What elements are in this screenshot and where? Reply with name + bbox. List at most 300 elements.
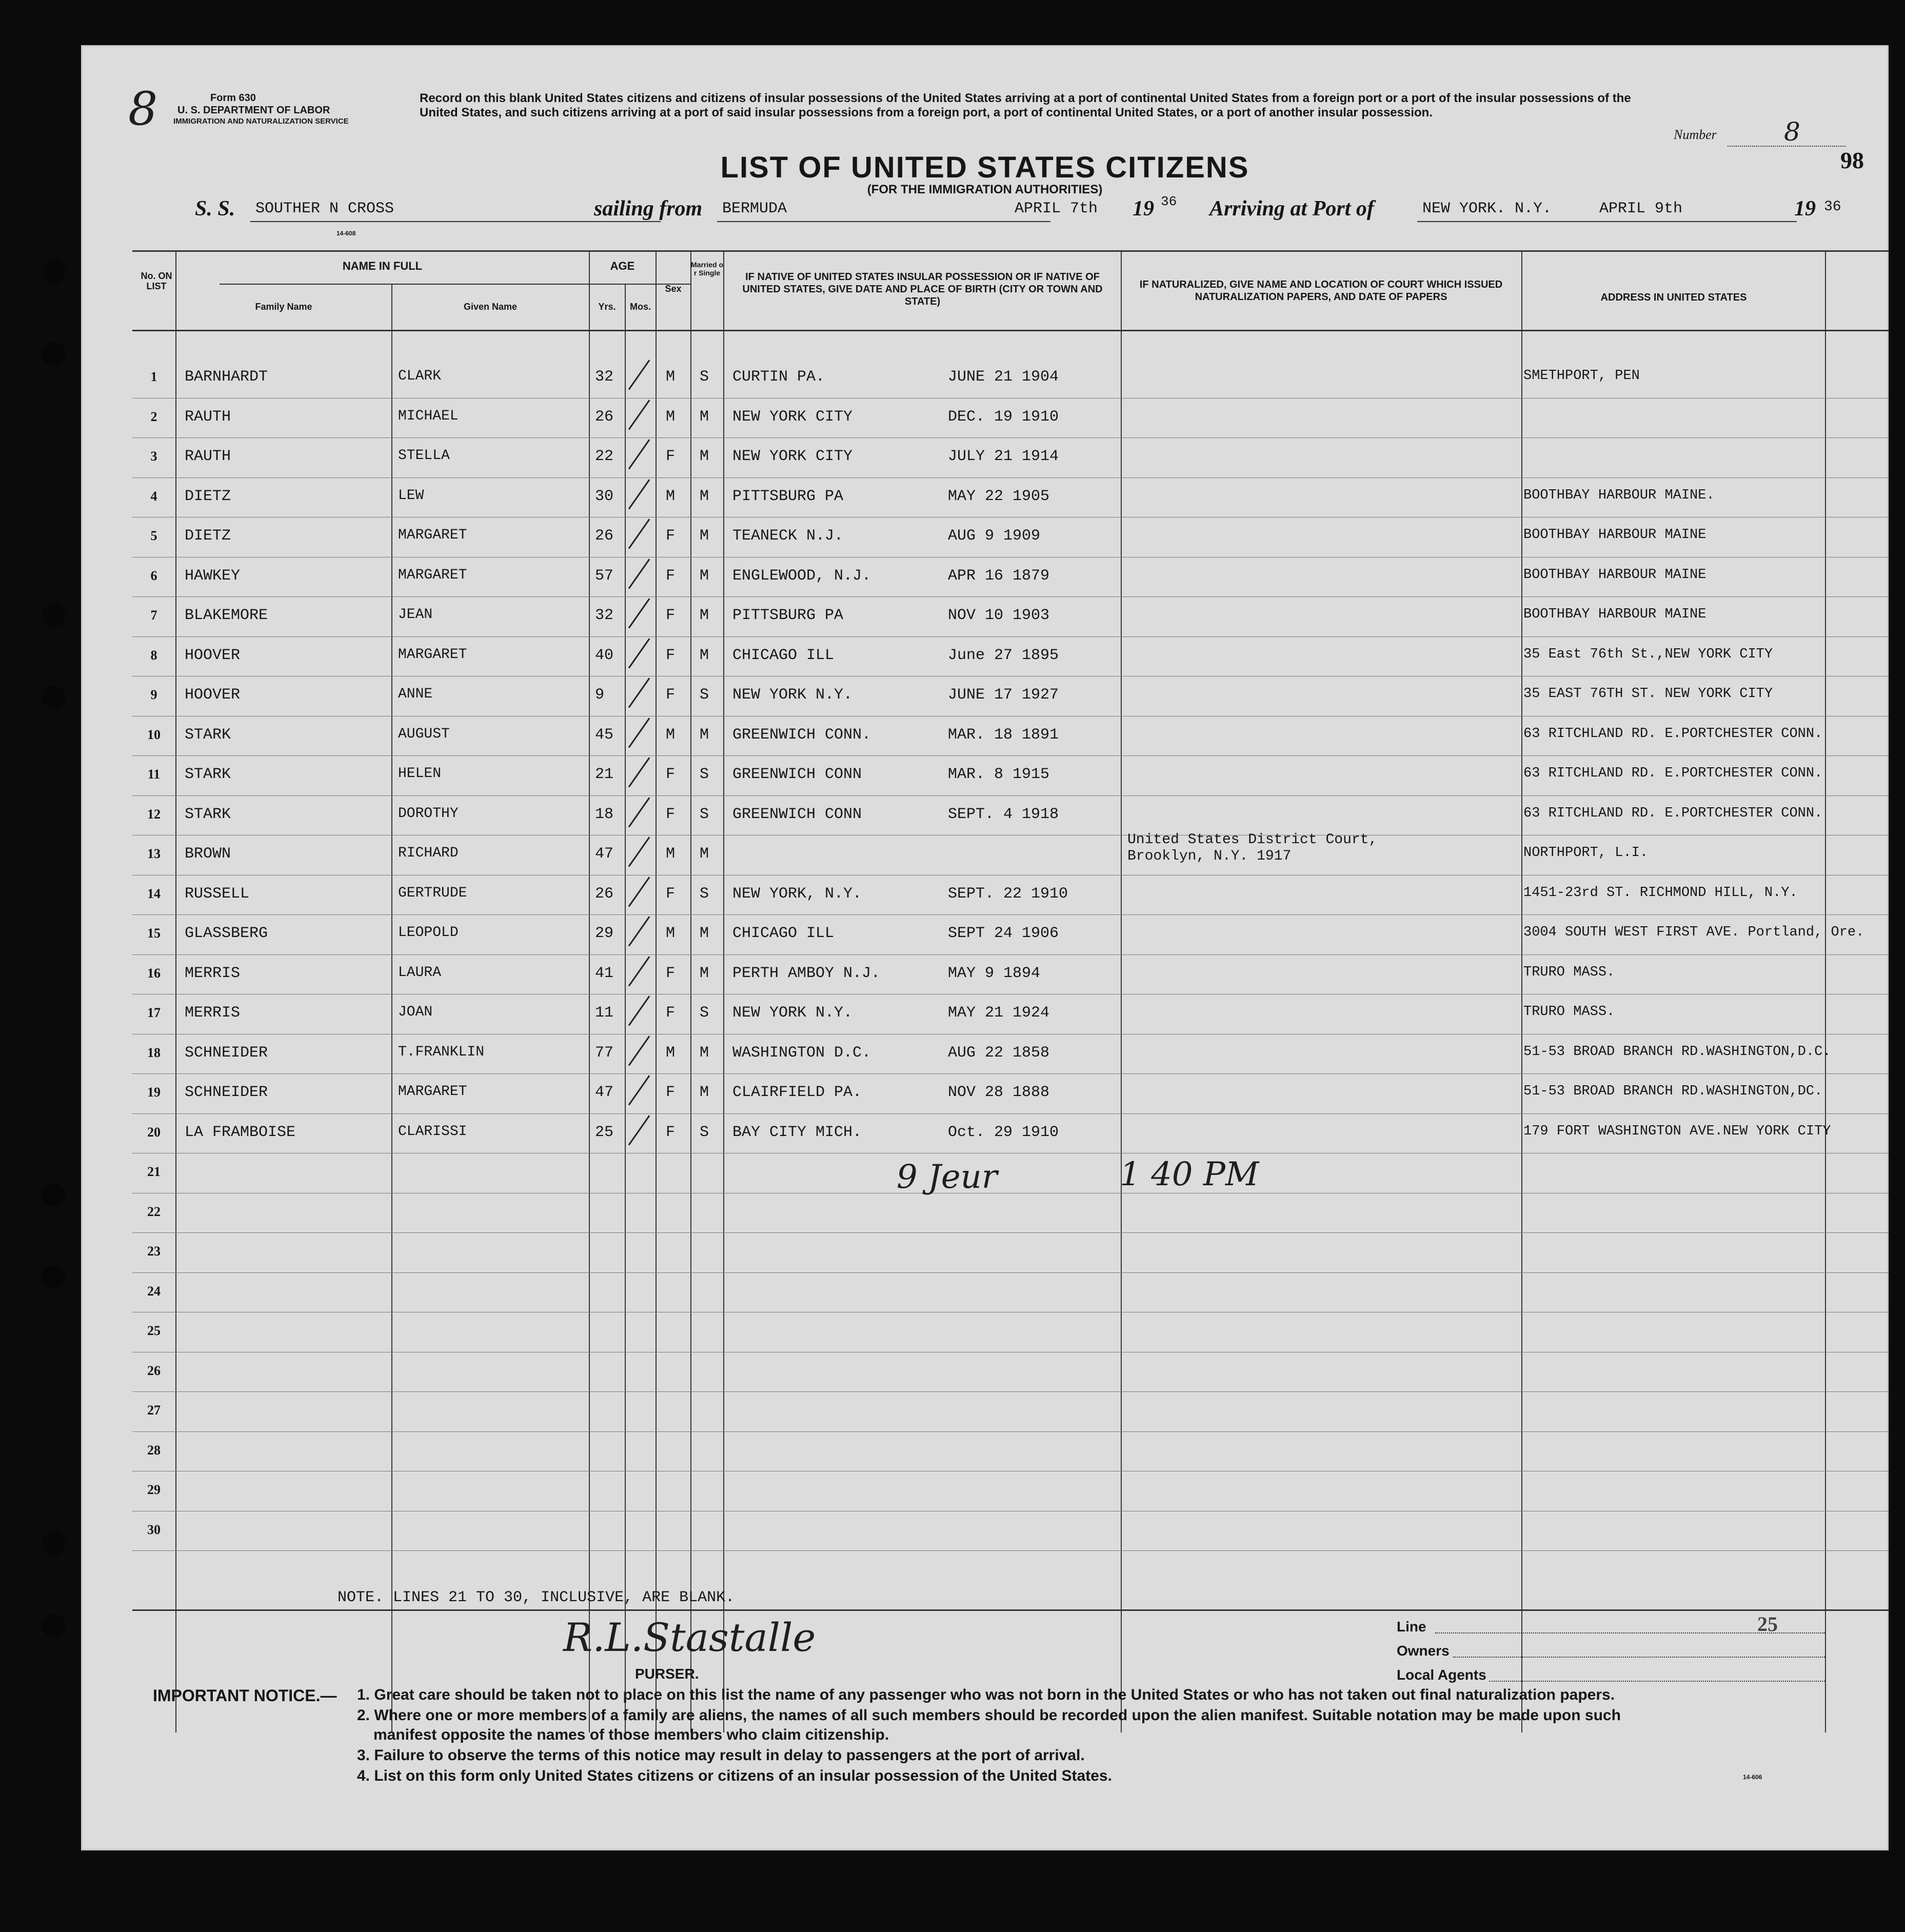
check-mark bbox=[628, 559, 650, 589]
birth-place: CURTIN PA. bbox=[732, 368, 825, 386]
given-name: JOAN bbox=[398, 1004, 433, 1020]
birth-place: PERTH AMBOY N.J. bbox=[732, 964, 881, 982]
marital-status: M bbox=[700, 408, 709, 426]
family-name: RUSSELL bbox=[185, 885, 250, 903]
number-label: Number bbox=[1674, 127, 1717, 142]
age-years: 32 bbox=[595, 607, 614, 624]
given-name: GERTRUDE bbox=[398, 885, 467, 901]
notice-item-2: 2. Where one or more members of a family are aliens, the names of all such members should be recorded upon the alien manifest. Suitable notation may be made upon such bbox=[357, 1707, 1621, 1724]
sex: F bbox=[666, 885, 676, 903]
sex: F bbox=[666, 1004, 676, 1022]
check-mark bbox=[628, 757, 650, 787]
marital-status: S bbox=[700, 885, 709, 903]
row-number: 22 bbox=[147, 1204, 161, 1219]
age-years: 26 bbox=[595, 885, 614, 903]
row-number: 6 bbox=[150, 568, 157, 583]
table-row bbox=[81, 832, 1889, 875]
given-name: CLARISSI bbox=[398, 1123, 467, 1140]
given-name: RICHARD bbox=[398, 845, 459, 861]
table-row-blank bbox=[81, 1312, 1889, 1352]
header-no-on-list: No. ON LIST bbox=[141, 271, 172, 291]
us-address: TRURO MASS. bbox=[1523, 964, 1615, 980]
table-row bbox=[81, 398, 1889, 438]
birth-place: BAY CITY MICH. bbox=[732, 1123, 862, 1141]
us-address: 35 EAST 76TH ST. NEW YORK CITY bbox=[1523, 686, 1773, 702]
birth-place: NEW YORK, N.Y. bbox=[732, 885, 862, 903]
birth-place: GREENWICH CONN bbox=[732, 766, 862, 783]
marital-status: M bbox=[700, 726, 709, 744]
punch-hole bbox=[42, 1614, 66, 1638]
sex: F bbox=[666, 607, 676, 624]
check-mark bbox=[628, 598, 650, 628]
birth-date: June 27 1895 bbox=[948, 646, 1059, 664]
row-number: 10 bbox=[147, 727, 161, 742]
header-yrs: Yrs. bbox=[598, 302, 616, 312]
birth-date: MAY 21 1924 bbox=[948, 1004, 1050, 1022]
marital-status: M bbox=[700, 1084, 709, 1101]
sailing-from-label: sailing from bbox=[594, 197, 703, 221]
page-subtitle: (FOR THE IMMIGRATION AUTHORITIES) bbox=[867, 183, 1103, 196]
punch-hole bbox=[42, 1265, 66, 1289]
arriving-label: Arriving at Port of bbox=[1209, 197, 1374, 221]
us-address: 51-53 BROAD BRANCH RD.WASHINGTON,D.C. bbox=[1523, 1044, 1831, 1060]
given-name: CLARK bbox=[398, 368, 442, 384]
departure-year-prefix: 19 bbox=[1133, 197, 1154, 221]
row-number: 4 bbox=[150, 488, 157, 504]
marital-status: M bbox=[700, 527, 709, 545]
row-number: 25 bbox=[147, 1323, 161, 1338]
sailing-from: BERMUDA bbox=[722, 200, 787, 217]
family-name: DIETZ bbox=[185, 487, 231, 505]
arrival-date: APRIL 9th bbox=[1599, 200, 1683, 217]
number-underline bbox=[1728, 146, 1846, 147]
birth-place: PITTSBURG PA bbox=[732, 607, 844, 624]
family-name: GLASSBERG bbox=[185, 925, 268, 942]
header-name-in-full: NAME IN FULL bbox=[342, 260, 423, 272]
family-name: HAWKEY bbox=[185, 567, 241, 585]
given-name: MARGARET bbox=[398, 567, 467, 583]
family-name: SCHNEIDER bbox=[185, 1044, 268, 1062]
age-years: 57 bbox=[595, 567, 614, 585]
marital-status: S bbox=[700, 686, 709, 704]
table-row bbox=[81, 1034, 1889, 1074]
departure-year: 36 bbox=[1161, 194, 1177, 209]
local-agents-label: Local Agents bbox=[1397, 1667, 1486, 1683]
row-number: 16 bbox=[147, 965, 161, 981]
check-mark bbox=[628, 956, 650, 986]
check-mark bbox=[628, 638, 650, 668]
punch-hole bbox=[42, 342, 66, 366]
birth-date: DEC. 19 1910 bbox=[948, 408, 1059, 426]
birth-date: MAY 9 1894 bbox=[948, 964, 1041, 982]
sex: F bbox=[666, 448, 676, 465]
sex: M bbox=[666, 487, 676, 505]
birth-place: CHICAGO ILL bbox=[732, 925, 835, 942]
row-number: 21 bbox=[147, 1164, 161, 1179]
check-mark bbox=[628, 877, 650, 907]
row-number: 20 bbox=[147, 1124, 161, 1140]
table-row-blank bbox=[81, 1511, 1889, 1551]
table-row-blank bbox=[81, 1471, 1889, 1511]
table-row bbox=[81, 557, 1889, 597]
marital-status: M bbox=[700, 1044, 709, 1062]
naturalization-court: United States District Court, Brooklyn, N.Y. 1917 bbox=[1127, 832, 1378, 864]
page-number: 25 bbox=[1757, 1612, 1778, 1636]
sex: F bbox=[666, 1123, 676, 1141]
check-mark bbox=[628, 1035, 650, 1066]
table-row bbox=[81, 437, 1889, 477]
age-years: 29 bbox=[595, 925, 614, 942]
local-agents-field bbox=[1489, 1681, 1825, 1682]
birth-place: TEANECK N.J. bbox=[732, 527, 844, 545]
check-mark bbox=[628, 519, 650, 549]
table-row bbox=[81, 1113, 1889, 1153]
name-header-rule bbox=[220, 284, 625, 285]
blank-lines-note: NOTE. LINES 21 TO 30, INCLUSIVE, ARE BLANK. bbox=[338, 1589, 735, 1606]
us-address: 63 RITCHLAND RD. E.PORTCHESTER CONN. bbox=[1523, 766, 1823, 781]
given-name: DOROTHY bbox=[398, 805, 459, 822]
department: U. S. DEPARTMENT OF LABOR bbox=[177, 105, 330, 116]
age-years: 26 bbox=[595, 408, 614, 426]
age-years: 77 bbox=[595, 1044, 614, 1062]
birth-date: NOV 10 1903 bbox=[948, 607, 1050, 624]
family-name: RAUTH bbox=[185, 408, 231, 426]
birth-date: Oct. 29 1910 bbox=[948, 1123, 1059, 1141]
handwritten-stamp-1: 9 Jeur bbox=[897, 1158, 998, 1196]
birth-date: MAR. 8 1915 bbox=[948, 766, 1050, 783]
us-address: NORTHPORT, L.I. bbox=[1523, 845, 1649, 861]
row-number: 2 bbox=[150, 409, 157, 424]
sailing-underline bbox=[717, 221, 1050, 222]
sex: M bbox=[666, 1044, 676, 1062]
birth-date: APR 16 1879 bbox=[948, 567, 1050, 585]
row-number: 23 bbox=[147, 1244, 161, 1259]
handwritten-corner-mark: 8 bbox=[128, 82, 158, 136]
handwritten-stamp-2: 1 40 PM bbox=[1120, 1156, 1259, 1193]
owners-field bbox=[1453, 1657, 1825, 1658]
check-mark bbox=[628, 916, 650, 946]
family-name: SCHNEIDER bbox=[185, 1084, 268, 1101]
table-row bbox=[81, 914, 1889, 954]
arrival-port: NEW YORK. N.Y. bbox=[1422, 200, 1552, 217]
punch-hole bbox=[42, 1183, 66, 1207]
birth-place: CLAIRFIELD PA. bbox=[732, 1084, 862, 1101]
table-row bbox=[81, 994, 1889, 1034]
marital-status: S bbox=[700, 1123, 709, 1141]
family-name: MERRIS bbox=[185, 1004, 241, 1022]
form-number: Form 630 bbox=[210, 92, 256, 104]
footer-code: 14-606 bbox=[1743, 1774, 1762, 1781]
family-name: RAUTH bbox=[185, 448, 231, 465]
birth-place: NEW YORK N.Y. bbox=[732, 686, 853, 704]
given-name: MARGARET bbox=[398, 527, 467, 543]
header-sex: Sex bbox=[665, 284, 682, 294]
notice-item-4: 4. List on this form only United States citizens or citizens of an insular possession of the United States. bbox=[357, 1767, 1112, 1784]
age-years: 41 bbox=[595, 964, 614, 982]
given-name: JEAN bbox=[398, 607, 433, 623]
row-number: 29 bbox=[147, 1482, 161, 1497]
row-number: 13 bbox=[147, 846, 161, 861]
row-number: 19 bbox=[147, 1085, 161, 1100]
row-number: 1 bbox=[150, 369, 157, 384]
check-mark bbox=[628, 360, 650, 390]
punch-hole bbox=[42, 1532, 66, 1556]
row-number: 15 bbox=[147, 926, 161, 941]
row-number: 3 bbox=[150, 449, 157, 464]
birth-place: PITTSBURG PA bbox=[732, 487, 844, 505]
marital-status: M bbox=[700, 567, 709, 585]
marital-status: S bbox=[700, 805, 709, 823]
ss-label: S. S. bbox=[195, 197, 235, 221]
family-name: BLAKEMORE bbox=[185, 607, 268, 624]
family-name: STARK bbox=[185, 805, 231, 823]
us-address: 1451-23rd ST. RICHMOND HILL, N.Y. bbox=[1523, 885, 1798, 901]
page-title: LIST OF UNITED STATES CITIZENS bbox=[720, 151, 1249, 184]
corner-number: 98 bbox=[1840, 147, 1864, 173]
header-naturalized: IF NATURALIZED, GIVE NAME AND LOCATION OF COURT WHICH ISSUED NATURALIZATION PAPERS, AND DATE OF PAPERS bbox=[1139, 279, 1503, 303]
birth-date: AUG 9 1909 bbox=[948, 527, 1041, 545]
check-mark bbox=[628, 1075, 650, 1105]
row-number: 12 bbox=[147, 806, 161, 822]
family-name: BROWN bbox=[185, 845, 231, 863]
table-row bbox=[81, 875, 1889, 915]
table-row bbox=[81, 755, 1889, 795]
row-number: 7 bbox=[150, 608, 157, 623]
marital-status: S bbox=[700, 1004, 709, 1022]
port-underline bbox=[1417, 221, 1797, 222]
header-mos: Mos. bbox=[629, 302, 651, 312]
us-address: BOOTHBAY HARBOUR MAINE bbox=[1523, 607, 1706, 622]
age-years: 40 bbox=[595, 646, 614, 664]
us-address: BOOTHBAY HARBOUR MAINE bbox=[1523, 527, 1706, 543]
birth-place: NEW YORK N.Y. bbox=[732, 1004, 853, 1022]
birth-place: GREENWICH CONN bbox=[732, 805, 862, 823]
table-row-blank bbox=[81, 1431, 1889, 1471]
header-married-single: Married or Single bbox=[691, 261, 724, 277]
birth-date: NOV 28 1888 bbox=[948, 1084, 1050, 1101]
sex: F bbox=[666, 766, 676, 783]
purser-signature: R.L.Stastalle bbox=[563, 1615, 816, 1660]
row-number: 26 bbox=[147, 1363, 161, 1378]
departure-date: APRIL 7th bbox=[1015, 200, 1098, 217]
us-address: 35 East 76th St.,NEW YORK CITY bbox=[1523, 646, 1773, 662]
age-years: 9 bbox=[595, 686, 605, 704]
row-number: 30 bbox=[147, 1522, 161, 1537]
row-number: 9 bbox=[150, 687, 157, 702]
sex: M bbox=[666, 368, 676, 386]
table-row bbox=[81, 596, 1889, 636]
header-age: AGE bbox=[610, 260, 635, 272]
table-row-blank bbox=[81, 1272, 1889, 1312]
punch-hole bbox=[42, 686, 66, 709]
given-name: LAURA bbox=[398, 964, 442, 981]
punch-hole bbox=[42, 604, 66, 627]
given-name: LEOPOLD bbox=[398, 925, 459, 941]
header-address: ADDRESS IN UNITED STATES bbox=[1600, 292, 1747, 303]
check-mark bbox=[628, 479, 650, 509]
sex: F bbox=[666, 964, 676, 982]
table-row-blank bbox=[81, 1193, 1889, 1233]
given-name: ANNE bbox=[398, 686, 433, 702]
family-name: STARK bbox=[185, 726, 231, 744]
given-name: HELEN bbox=[398, 766, 442, 782]
given-name: MICHAEL bbox=[398, 408, 459, 424]
sex: M bbox=[666, 726, 676, 744]
given-name: LEW bbox=[398, 487, 424, 504]
check-mark bbox=[628, 1115, 650, 1145]
birth-date: SEPT 24 1906 bbox=[948, 925, 1059, 942]
sex: M bbox=[666, 408, 676, 426]
sex: F bbox=[666, 646, 676, 664]
notice-item-3: 3. Failure to observe the terms of this notice may result in delay to passengers at the port of arrival. bbox=[357, 1747, 1085, 1764]
given-name: T.FRANKLIN bbox=[398, 1044, 485, 1060]
age-years: 25 bbox=[595, 1123, 614, 1141]
notice-item-2-cont: manifest opposite the names of those members who claim citizenship. bbox=[373, 1726, 889, 1743]
sex: F bbox=[666, 527, 676, 545]
birth-place: WASHINGTON D.C. bbox=[732, 1044, 871, 1062]
check-mark bbox=[628, 400, 650, 430]
birth-date: JUNE 17 1927 bbox=[948, 686, 1059, 704]
table-row-blank bbox=[81, 1352, 1889, 1392]
citizen-list-form bbox=[81, 45, 1889, 1850]
purser-label: PURSER. bbox=[635, 1666, 699, 1682]
table-row bbox=[81, 358, 1889, 398]
marital-status: M bbox=[700, 448, 709, 465]
age-years: 30 bbox=[595, 487, 614, 505]
us-address: 3004 SOUTH WEST FIRST AVE. Portland, Ore. bbox=[1523, 925, 1864, 940]
family-name: HOOVER bbox=[185, 686, 241, 704]
table-top-rule bbox=[132, 250, 1889, 252]
table-row bbox=[81, 716, 1889, 756]
table-row bbox=[81, 517, 1889, 557]
row-number: 5 bbox=[150, 528, 157, 543]
birth-date: AUG 22 1858 bbox=[948, 1044, 1050, 1062]
sex: M bbox=[666, 925, 676, 942]
line-field bbox=[1435, 1632, 1825, 1634]
marital-status: M bbox=[700, 607, 709, 624]
age-years: 47 bbox=[595, 1084, 614, 1101]
line-label: Line bbox=[1397, 1619, 1426, 1635]
us-address: SMETHPORT, PEN bbox=[1523, 368, 1640, 384]
row-number: 8 bbox=[150, 647, 157, 663]
arrival-year-prefix: 19 bbox=[1794, 197, 1816, 221]
age-years: 45 bbox=[595, 726, 614, 744]
family-name: HOOVER bbox=[185, 646, 241, 664]
family-name: BARNHARDT bbox=[185, 368, 268, 386]
marital-status: M bbox=[700, 646, 709, 664]
record-notice: Record on this blank United States citizens and citizens of insular possessions of the United States arriving at a port of continental United States from a foreign port or a port of the insular possessions of the United States, and such citizens arriving at a port of said insular possessions from a foreign port, a port of continental United States, or a port of another insular possession. bbox=[420, 91, 1631, 119]
birth-place: NEW YORK CITY bbox=[732, 448, 853, 465]
marital-status: M bbox=[700, 487, 709, 505]
number-value: 8 bbox=[1784, 117, 1800, 147]
punch-hole bbox=[42, 260, 66, 284]
header-birth: IF NATIVE OF UNITED STATES INSULAR POSSESSION OR IF NATIVE OF UNITED STATES, GIVE DATE AND PLACE OF BIRTH (CITY OR TOWN AND STATE) bbox=[742, 271, 1103, 307]
birth-date: JUNE 21 1904 bbox=[948, 368, 1059, 386]
check-mark bbox=[628, 995, 650, 1026]
marital-status: S bbox=[700, 368, 709, 386]
us-address: BOOTHBAY HARBOUR MAINE bbox=[1523, 567, 1706, 583]
table-header-rule bbox=[132, 330, 1889, 331]
age-years: 22 bbox=[595, 448, 614, 465]
row-number: 18 bbox=[147, 1045, 161, 1060]
check-mark bbox=[628, 836, 650, 867]
birth-date: MAY 22 1905 bbox=[948, 487, 1050, 505]
notice-item-1: 1. Great care should be taken not to place on this list the name of any passenger who was not born in the United States or who has not taken out final naturalization papers. bbox=[357, 1686, 1615, 1703]
row-number: 11 bbox=[147, 767, 161, 782]
us-address: 179 FORT WASHINGTON AVE.NEW YORK CITY bbox=[1523, 1123, 1831, 1139]
header-family-name: Family Name bbox=[255, 302, 312, 312]
row-rule bbox=[132, 1550, 1889, 1551]
given-name: MARGARET bbox=[398, 646, 467, 663]
birth-date: JULY 21 1914 bbox=[948, 448, 1059, 465]
marital-status: M bbox=[700, 845, 709, 863]
marital-status: S bbox=[700, 766, 709, 783]
row-number: 14 bbox=[147, 886, 161, 901]
birth-date: SEPT. 22 1910 bbox=[948, 885, 1068, 903]
bottom-rule bbox=[132, 1609, 1889, 1611]
family-name: MERRIS bbox=[185, 964, 241, 982]
birth-place: GREENWICH CONN. bbox=[732, 726, 871, 744]
arrival-year: 36 bbox=[1824, 199, 1841, 215]
table-row bbox=[81, 954, 1889, 994]
age-years: 11 bbox=[595, 1004, 614, 1022]
us-address: BOOTHBAY HARBOUR MAINE. bbox=[1523, 487, 1715, 503]
sex: F bbox=[666, 805, 676, 823]
birth-place: NEW YORK CITY bbox=[732, 408, 853, 426]
age-years: 32 bbox=[595, 368, 614, 386]
row-number: 24 bbox=[147, 1283, 161, 1299]
table-row bbox=[81, 676, 1889, 716]
age-years: 18 bbox=[595, 805, 614, 823]
check-mark bbox=[628, 718, 650, 748]
marital-status: M bbox=[700, 925, 709, 942]
ship-underline bbox=[250, 221, 661, 222]
birth-date: SEPT. 4 1918 bbox=[948, 805, 1059, 823]
table-row-blank bbox=[81, 1232, 1889, 1272]
check-mark bbox=[628, 797, 650, 827]
table-row-blank bbox=[81, 1391, 1889, 1431]
sex: F bbox=[666, 1084, 676, 1101]
given-name: AUGUST bbox=[398, 726, 450, 742]
age-years: 21 bbox=[595, 766, 614, 783]
row-number: 28 bbox=[147, 1442, 161, 1458]
marital-status: M bbox=[700, 964, 709, 982]
us-address: 63 RITCHLAND RD. E.PORTCHESTER CONN. bbox=[1523, 726, 1823, 742]
given-name: MARGARET bbox=[398, 1084, 467, 1100]
table-row bbox=[81, 636, 1889, 676]
us-address: 51-53 BROAD BRANCH RD.WASHINGTON,DC. bbox=[1523, 1084, 1823, 1099]
service: IMMIGRATION AND NATURALIZATION SERVICE bbox=[173, 117, 349, 126]
table-row bbox=[81, 477, 1889, 517]
birth-place: CHICAGO ILL bbox=[732, 646, 835, 664]
given-name: STELLA bbox=[398, 448, 450, 464]
family-name: DIETZ bbox=[185, 527, 231, 545]
birth-date: MAR. 18 1891 bbox=[948, 726, 1059, 744]
us-address: 63 RITCHLAND RD. E.PORTCHESTER CONN. bbox=[1523, 805, 1823, 821]
birth-place: ENGLEWOOD, N.J. bbox=[732, 567, 871, 585]
check-mark bbox=[628, 678, 650, 708]
table-row bbox=[81, 1073, 1889, 1113]
important-notice-label: IMPORTANT NOTICE.— bbox=[153, 1686, 337, 1705]
us-address: TRURO MASS. bbox=[1523, 1004, 1615, 1020]
table-row bbox=[81, 795, 1889, 835]
row-number: 27 bbox=[147, 1403, 161, 1418]
ship-name: SOUTHER N CROSS bbox=[255, 200, 394, 217]
sex: F bbox=[666, 686, 676, 704]
check-mark bbox=[628, 439, 650, 469]
family-name: STARK bbox=[185, 766, 231, 783]
print-code: 14-608 bbox=[336, 230, 356, 237]
